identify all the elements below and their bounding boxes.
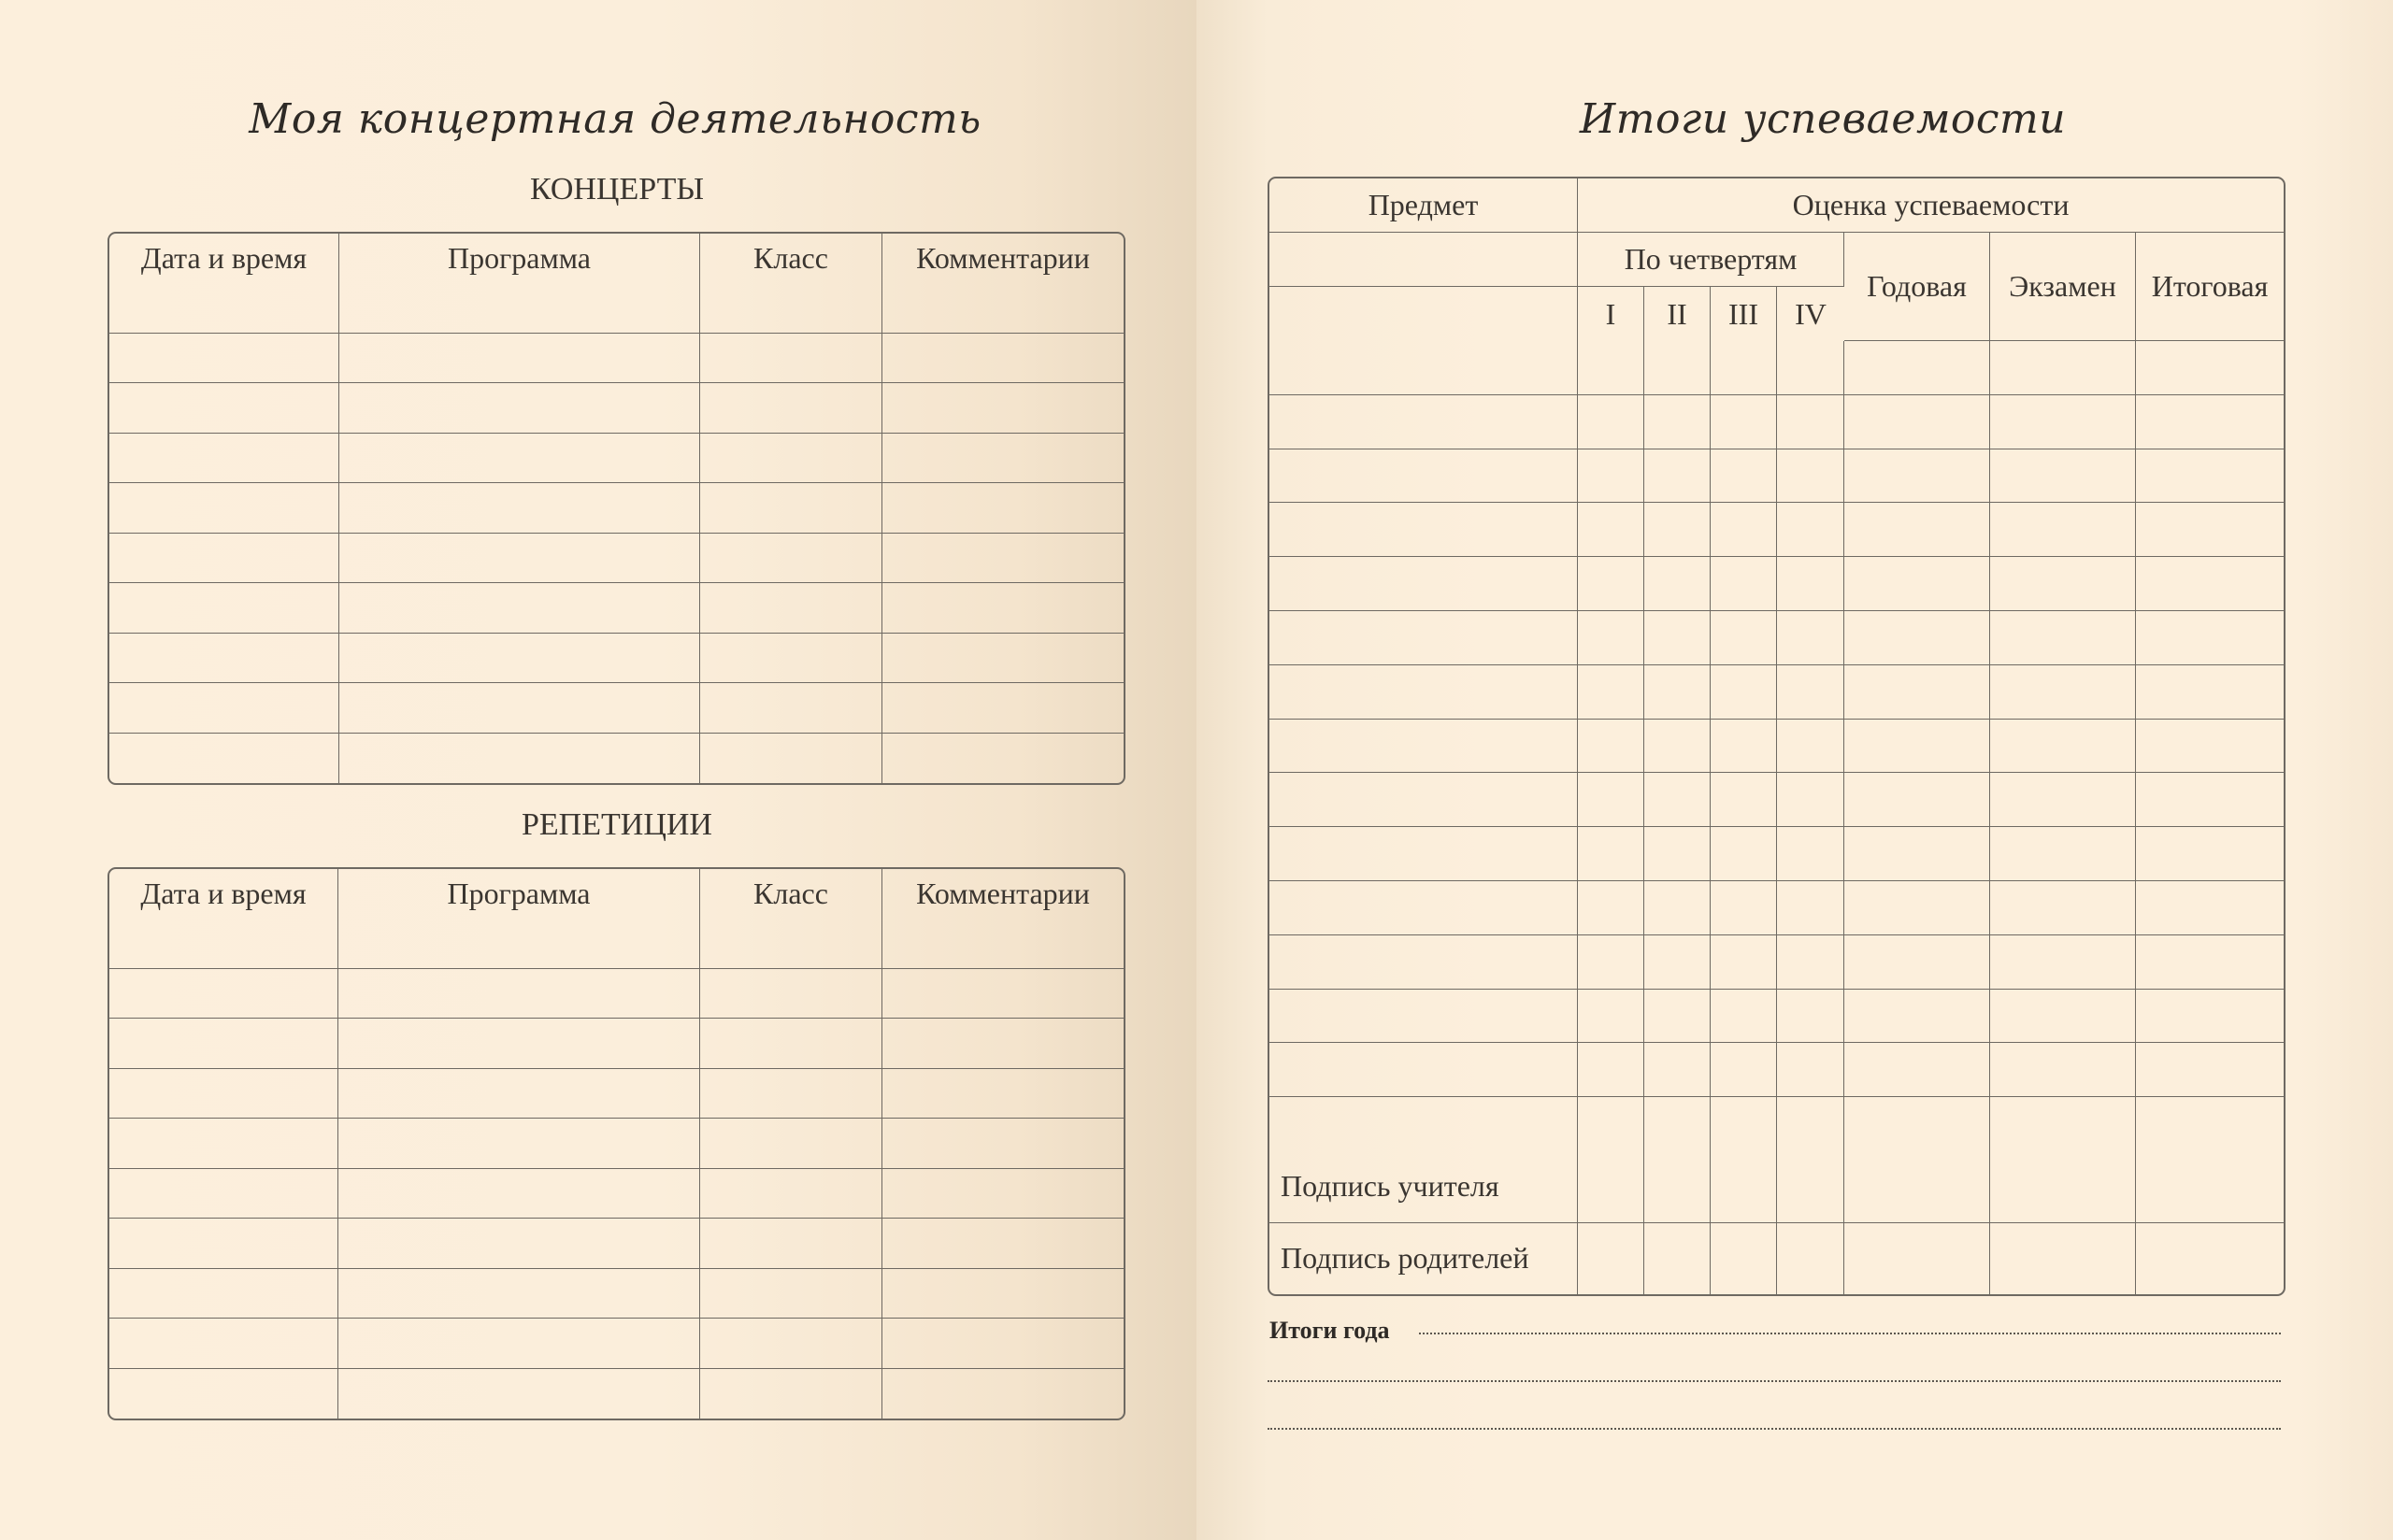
empty-cell[interactable] [1644,720,1711,774]
table-row [109,919,1124,969]
empty-cell[interactable] [700,334,882,384]
empty-cell[interactable] [700,1219,882,1269]
empty-cell[interactable] [338,1369,700,1419]
concert-activity-title: Моя концертная деятельность [249,95,982,143]
empty-cell[interactable] [1644,449,1711,504]
empty-cell[interactable] [1711,557,1777,611]
table-row [109,583,1124,634]
empty-cell[interactable] [1844,449,1990,504]
empty-cell[interactable] [2136,341,2284,395]
empty-cell[interactable] [339,583,700,634]
empty-cell[interactable] [1711,827,1777,881]
empty-cell[interactable] [1990,990,2136,1044]
empty-cell[interactable] [109,283,339,334]
empty-cell[interactable] [1990,395,2136,449]
concerts-heading: КОНЦЕРТЫ [529,172,704,207]
empty-cell[interactable] [1844,720,1990,774]
empty-cell[interactable] [2136,665,2284,720]
annual-header: Годовая [1844,233,1990,341]
empty-cell[interactable] [700,1269,882,1319]
table-row [109,383,1124,434]
empty-cell[interactable] [338,1269,700,1319]
empty-cell[interactable] [882,969,1124,1020]
table-row [1269,503,2284,557]
col-date-time: Дата и время [109,234,339,283]
empty-cell[interactable] [1269,665,1578,720]
empty-cell[interactable] [882,534,1124,584]
empty-cell[interactable] [1711,449,1777,504]
empty-cell[interactable] [109,734,339,784]
empty-cell[interactable] [1777,990,1844,1044]
empty-cell[interactable] [1269,1043,1578,1097]
table-row [1269,449,2284,504]
table-row [109,1269,1124,1319]
subject-cell [1269,287,1578,341]
empty-cell[interactable] [2136,1097,2284,1151]
empty-cell[interactable] [1644,1043,1711,1097]
empty-cell[interactable] [1711,990,1777,1044]
empty-cell[interactable] [882,1369,1124,1419]
empty-cell[interactable] [109,1019,338,1069]
empty-cell[interactable] [1644,773,1711,827]
table-row [1269,611,2284,665]
year-summary-line-1 [1419,1333,2281,1334]
empty-cell[interactable] [1269,1097,1578,1151]
table-row [1269,827,2284,881]
empty-cell[interactable] [1711,720,1777,774]
rehearsals-table [107,867,1125,1420]
empty-cell[interactable] [109,1319,338,1369]
empty-cell[interactable] [109,1219,338,1269]
empty-cell[interactable] [339,734,700,784]
empty-cell[interactable] [339,283,700,334]
teacher-signature-label: Подпись учителя [1269,1151,1578,1223]
empty-cell[interactable] [338,1019,700,1069]
empty-cell[interactable] [1844,773,1990,827]
final-header: Итоговая [2136,233,2284,341]
empty-cell[interactable] [338,969,700,1020]
empty-cell[interactable] [1990,773,2136,827]
empty-cell[interactable] [1644,1097,1711,1151]
empty-cell[interactable] [700,919,882,969]
empty-cell[interactable] [2136,611,2284,665]
grades-header-row-2 [1269,233,2284,287]
empty-cell[interactable] [339,634,700,684]
empty-cell[interactable] [1844,503,1990,557]
empty-cell[interactable] [1777,341,1844,395]
empty-cell[interactable] [109,919,338,969]
year-summary-line-2 [1268,1380,2281,1382]
empty-cell[interactable] [1777,881,1844,935]
empty-cell[interactable] [1578,990,1644,1044]
empty-cell[interactable] [882,1319,1124,1369]
table-row [109,1369,1124,1419]
empty-cell[interactable] [1844,557,1990,611]
empty-cell[interactable] [1578,827,1644,881]
empty-cell[interactable] [882,1069,1124,1119]
empty-cell[interactable] [1269,395,1578,449]
empty-cell[interactable] [882,683,1124,734]
empty-cell[interactable] [1269,720,1578,774]
col-comments: Комментарии [916,241,1090,275]
empty-cell[interactable] [1578,1043,1644,1097]
empty-cell[interactable] [339,683,700,734]
empty-cell[interactable] [1578,665,1644,720]
empty-cell[interactable] [882,434,1124,484]
empty-cell[interactable] [1844,1043,1990,1097]
col-program: Программа [339,234,700,283]
col-class: Класс [700,234,882,283]
empty-cell[interactable] [882,919,1124,969]
empty-cell[interactable] [1777,395,1844,449]
empty-cell[interactable] [338,919,700,969]
table-row [109,1319,1124,1369]
empty-cell[interactable] [1711,395,1777,449]
empty-cell[interactable] [700,383,882,434]
empty-cell[interactable] [1578,341,1644,395]
empty-cell[interactable] [1578,1097,1644,1151]
table-row [1269,990,2284,1044]
left-page [0,0,1196,1540]
empty-cell[interactable] [1711,665,1777,720]
table-row [1269,1097,2284,1151]
quarter-4-header: IV [1795,296,1827,331]
table-row [109,534,1124,584]
empty-cell[interactable] [882,1219,1124,1269]
table-row [1269,341,2284,395]
col-class: Класс [700,869,882,919]
empty-cell[interactable] [1644,827,1711,881]
rehearsals-heading: РЕПЕТИЦИИ [522,807,712,842]
grades-table [1268,177,2286,1296]
table-row [1269,935,2284,990]
empty-cell[interactable] [700,1019,882,1069]
empty-cell[interactable] [1844,881,1990,935]
empty-cell[interactable] [1777,503,1844,557]
empty-cell[interactable] [109,534,339,584]
empty-cell[interactable] [1269,557,1578,611]
teacher-signature-row [1269,1151,2284,1223]
table-row [109,734,1124,784]
empty-cell[interactable] [338,1219,700,1269]
empty-cell[interactable] [700,1069,882,1119]
rehearsals-header-row [109,869,1124,919]
empty-cell[interactable] [2136,827,2284,881]
empty-cell[interactable] [339,383,700,434]
exam-header: Экзамен [1990,233,2136,341]
right-page [1196,0,2393,1540]
empty-cell[interactable] [1777,827,1844,881]
empty-cell[interactable] [1578,557,1644,611]
concerts-header-row [109,234,1124,283]
empty-cell[interactable] [700,583,882,634]
empty-cell[interactable] [1578,449,1644,504]
table-row [1269,1043,2284,1097]
table-row [109,683,1124,734]
empty-cell[interactable] [1844,935,1990,990]
empty-cell[interactable] [1844,665,1990,720]
empty-cell[interactable] [1777,720,1844,774]
empty-cell[interactable] [338,1169,700,1219]
empty-cell[interactable] [1269,449,1578,504]
empty-cell[interactable] [2136,773,2284,827]
empty-cell[interactable] [1644,503,1711,557]
empty-cell[interactable] [1990,881,2136,935]
empty-cell[interactable] [1269,611,1578,665]
empty-cell[interactable] [1844,395,1990,449]
quarters-header: По четвертям [1578,233,1844,287]
table-row [109,283,1124,334]
empty-cell[interactable] [1777,935,1844,990]
empty-cell[interactable] [882,583,1124,634]
empty-cell[interactable] [1711,611,1777,665]
empty-cell[interactable] [1711,773,1777,827]
empty-cell[interactable] [1844,990,1990,1044]
table-row [109,1219,1124,1269]
empty-cell[interactable] [1269,341,1578,395]
table-row [1269,720,2284,774]
col-date-time: Дата и время [109,869,338,919]
empty-cell[interactable] [1844,611,1990,665]
table-row [1269,881,2284,935]
table-row [109,434,1124,484]
empty-cell[interactable] [1711,881,1777,935]
empty-cell[interactable] [1269,773,1578,827]
parent-signature-label: Подпись родителей [1269,1223,1578,1294]
empty-cell[interactable] [1844,827,1990,881]
grades-header: Оценка успеваемости [1578,178,2284,233]
empty-cell[interactable] [1644,881,1711,935]
empty-cell[interactable] [1644,665,1711,720]
empty-cell[interactable] [2136,990,2284,1044]
empty-cell[interactable] [1578,720,1644,774]
empty-cell[interactable] [109,483,339,534]
empty-cell[interactable] [882,734,1124,784]
empty-cell[interactable] [1269,990,1578,1044]
table-row [1269,665,2284,720]
progress-title: Итоги успеваемости [1579,95,2067,143]
empty-cell[interactable] [2136,720,2284,774]
subject-header: Предмет [1269,178,1578,233]
empty-cell[interactable] [338,1069,700,1119]
empty-cell[interactable] [700,634,882,684]
table-row [109,969,1124,1020]
empty-cell[interactable] [700,1169,882,1219]
empty-cell[interactable] [2136,395,2284,449]
empty-cell[interactable] [700,1119,882,1169]
empty-cell[interactable] [700,534,882,584]
table-row [1269,557,2284,611]
table-row [109,634,1124,684]
parent-signature-row [1269,1223,2284,1294]
empty-cell[interactable] [109,434,339,484]
empty-cell[interactable] [2136,449,2284,504]
empty-cell[interactable] [1990,720,2136,774]
empty-cell[interactable] [700,734,882,784]
empty-cell[interactable] [1990,1097,2136,1151]
empty-cell[interactable] [1269,881,1578,935]
year-summary-label: Итоги года [1269,1317,1390,1344]
empty-cell[interactable] [1644,990,1711,1044]
empty-cell[interactable] [700,283,882,334]
year-summary-line-3 [1268,1428,2281,1430]
rehearsals-body [109,919,1124,1419]
empty-cell[interactable] [1269,827,1578,881]
table-row [109,1019,1124,1069]
empty-cell[interactable] [1711,341,1777,395]
empty-cell[interactable] [882,634,1124,684]
grades-header-row-1 [1269,178,2284,233]
empty-cell[interactable] [1777,1097,1844,1151]
grades-body [1269,341,2284,1151]
empty-cell[interactable] [1990,611,2136,665]
empty-cell[interactable] [339,334,700,384]
empty-cell[interactable] [109,969,338,1020]
empty-cell[interactable] [1578,611,1644,665]
empty-cell[interactable] [109,583,339,634]
empty-cell[interactable] [882,1019,1124,1069]
empty-cell[interactable] [1644,557,1711,611]
empty-cell[interactable] [882,334,1124,384]
empty-cell[interactable] [1578,935,1644,990]
table-row [109,483,1124,534]
empty-cell[interactable] [700,434,882,484]
empty-cell[interactable] [338,1319,700,1369]
empty-cell[interactable] [2136,557,2284,611]
empty-cell[interactable] [109,1119,338,1169]
empty-cell[interactable] [339,534,700,584]
empty-cell[interactable] [1777,557,1844,611]
empty-cell[interactable] [109,683,339,734]
empty-cell[interactable] [2136,935,2284,990]
empty-cell[interactable] [1777,611,1844,665]
empty-cell[interactable] [1777,1043,1844,1097]
empty-cell[interactable] [109,383,339,434]
quarter-2-header: II [1644,287,1711,341]
empty-cell[interactable] [1990,341,2136,395]
col-comments: Комментарии [916,877,1090,910]
table-row [109,334,1124,384]
empty-cell[interactable] [700,683,882,734]
empty-cell[interactable] [1990,827,2136,881]
empty-cell[interactable] [338,1119,700,1169]
empty-cell[interactable] [882,483,1124,534]
empty-cell[interactable] [1711,935,1777,990]
empty-cell[interactable] [700,1319,882,1369]
empty-cell[interactable] [882,1119,1124,1169]
empty-cell[interactable] [339,434,700,484]
quarter-1-header: I [1578,287,1644,341]
empty-cell[interactable] [1644,935,1711,990]
empty-cell[interactable] [882,283,1124,334]
empty-cell[interactable] [1644,341,1711,395]
empty-cell[interactable] [1711,503,1777,557]
empty-cell[interactable] [1711,1097,1777,1151]
empty-cell[interactable] [109,1169,338,1219]
empty-cell[interactable] [700,969,882,1020]
empty-cell[interactable] [109,1369,338,1419]
empty-cell[interactable] [1644,611,1711,665]
empty-cell[interactable] [1990,449,2136,504]
empty-cell[interactable] [1990,503,2136,557]
empty-cell[interactable] [2136,1043,2284,1097]
empty-cell[interactable] [1844,341,1990,395]
empty-cell[interactable] [1644,395,1711,449]
concerts-table [107,232,1125,785]
empty-cell[interactable] [882,383,1124,434]
empty-cell[interactable] [1269,503,1578,557]
table-row [109,1119,1124,1169]
empty-cell[interactable] [2136,881,2284,935]
empty-cell[interactable] [882,1269,1124,1319]
empty-cell[interactable] [1777,449,1844,504]
empty-cell[interactable] [109,334,339,384]
empty-cell[interactable] [1578,881,1644,935]
empty-cell[interactable] [109,1069,338,1119]
empty-cell[interactable] [1578,773,1644,827]
empty-cell[interactable] [1777,665,1844,720]
table-row [1269,395,2284,449]
table-row [109,1169,1124,1219]
signature-rows [1269,1151,2284,1294]
empty-cell[interactable] [1844,1097,1990,1151]
empty-cell[interactable] [1578,503,1644,557]
empty-cell[interactable] [1578,395,1644,449]
empty-cell[interactable] [1777,773,1844,827]
quarter-3-header: III [1711,287,1777,341]
table-row [1269,773,2284,827]
empty-cell[interactable] [1269,935,1578,990]
empty-cell[interactable] [1990,1043,2136,1097]
empty-cell[interactable] [109,1269,338,1319]
empty-cell[interactable] [339,483,700,534]
empty-cell[interactable] [1990,935,2136,990]
empty-cell[interactable] [1711,1043,1777,1097]
empty-cell[interactable] [2136,503,2284,557]
empty-cell[interactable] [882,1169,1124,1219]
col-program: Программа [338,869,700,919]
empty-cell[interactable] [700,1369,882,1419]
concerts-body [109,283,1124,783]
empty-cell[interactable] [1990,665,2136,720]
subject-cell [1269,233,1578,287]
empty-cell[interactable] [700,483,882,534]
empty-cell[interactable] [109,634,339,684]
table-row [109,1069,1124,1119]
empty-cell[interactable] [1990,557,2136,611]
